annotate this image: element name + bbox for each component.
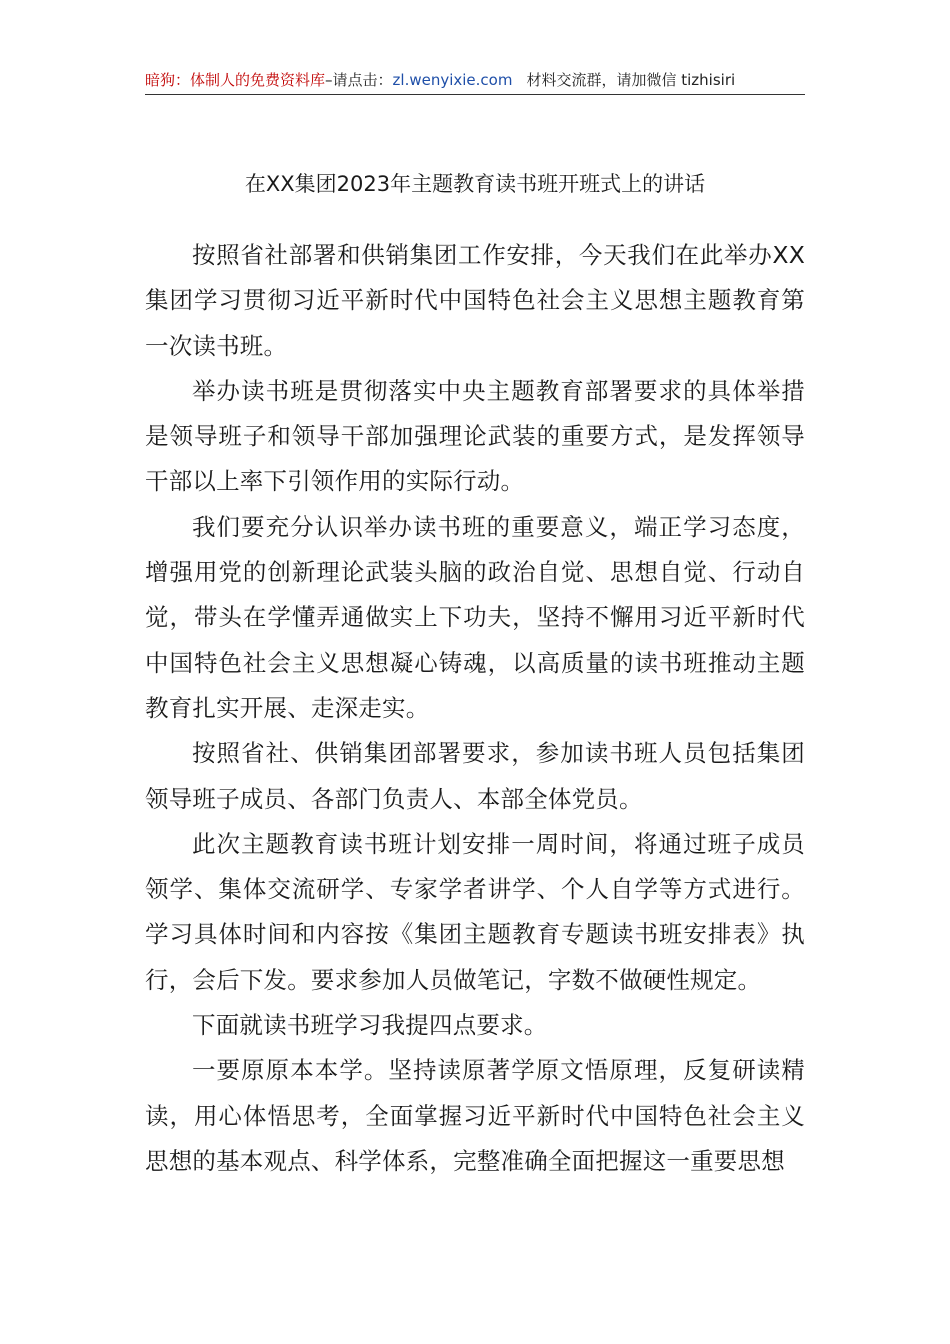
paragraph: 举办读书班是贯彻落实中央主题教育部署要求的具体举措是领导班子和领导干部加强理论武装的重要方式，是发挥领导干部以上率下引领作用的实际行动。 <box>145 376 805 496</box>
paragraph: 此次主题教育读书班计划安排一周时间，将通过班子成员领学、集体交流研学、专家学者讲学、个人自学等方式进行。学习具体时间和内容按《集团主题教育专题读书班安排表》执行，会后下发。要求参加人员做笔记，字数不做硬性规定。 <box>145 829 805 994</box>
header-brand: 暗狗：体制人的免费资料库 <box>145 71 326 89</box>
document-title: 在XX集团2023年主题教育读书班开班式上的讲话 <box>244 172 706 196</box>
paragraph: 按照省社部署和供销集团工作安排，今天我们在此举办XX集团学习贯彻习近平新时代中国特色社会主义思想主题教育第一次读书班。 <box>145 241 805 360</box>
header-link[interactable]: zl.wenyixie.com <box>392 71 513 89</box>
header-banner <box>145 66 805 95</box>
paragraph: 一要原原本本学。坚持读原著学原文悟原理，反复研读精读，用心体悟思考，全面掌握习近平新时代中国特色社会主义思想的基本观点、科学体系，完整准确全面把握这一重要思想 <box>145 1056 805 1175</box>
paragraph: 我们要充分认识举办读书班的重要意义，端正学习态度，增强用党的创新理论武装头脑的政治自觉、思想自觉、行动自觉，带头在学懂弄通做实上下功夫，坚持不懈用习近平新时代中国特色社会主义思想凝心铸魂，以高质量的读书班推动主题教育扎实开展、走深走实。 <box>145 512 805 722</box>
header-prompt: –请点击： <box>325 71 393 89</box>
paragraph: 下面就读书班学习我提四点要求。 <box>192 1011 548 1040</box>
paragraph: 按照省社、供销集团部署要求，参加读书班人员包括集团领导班子成员、各部门负责人、本部全体党员。 <box>145 739 805 813</box>
document-body <box>145 233 805 1184</box>
header-contact: 材料交流群，请加微信 tizhisiri <box>526 71 736 89</box>
